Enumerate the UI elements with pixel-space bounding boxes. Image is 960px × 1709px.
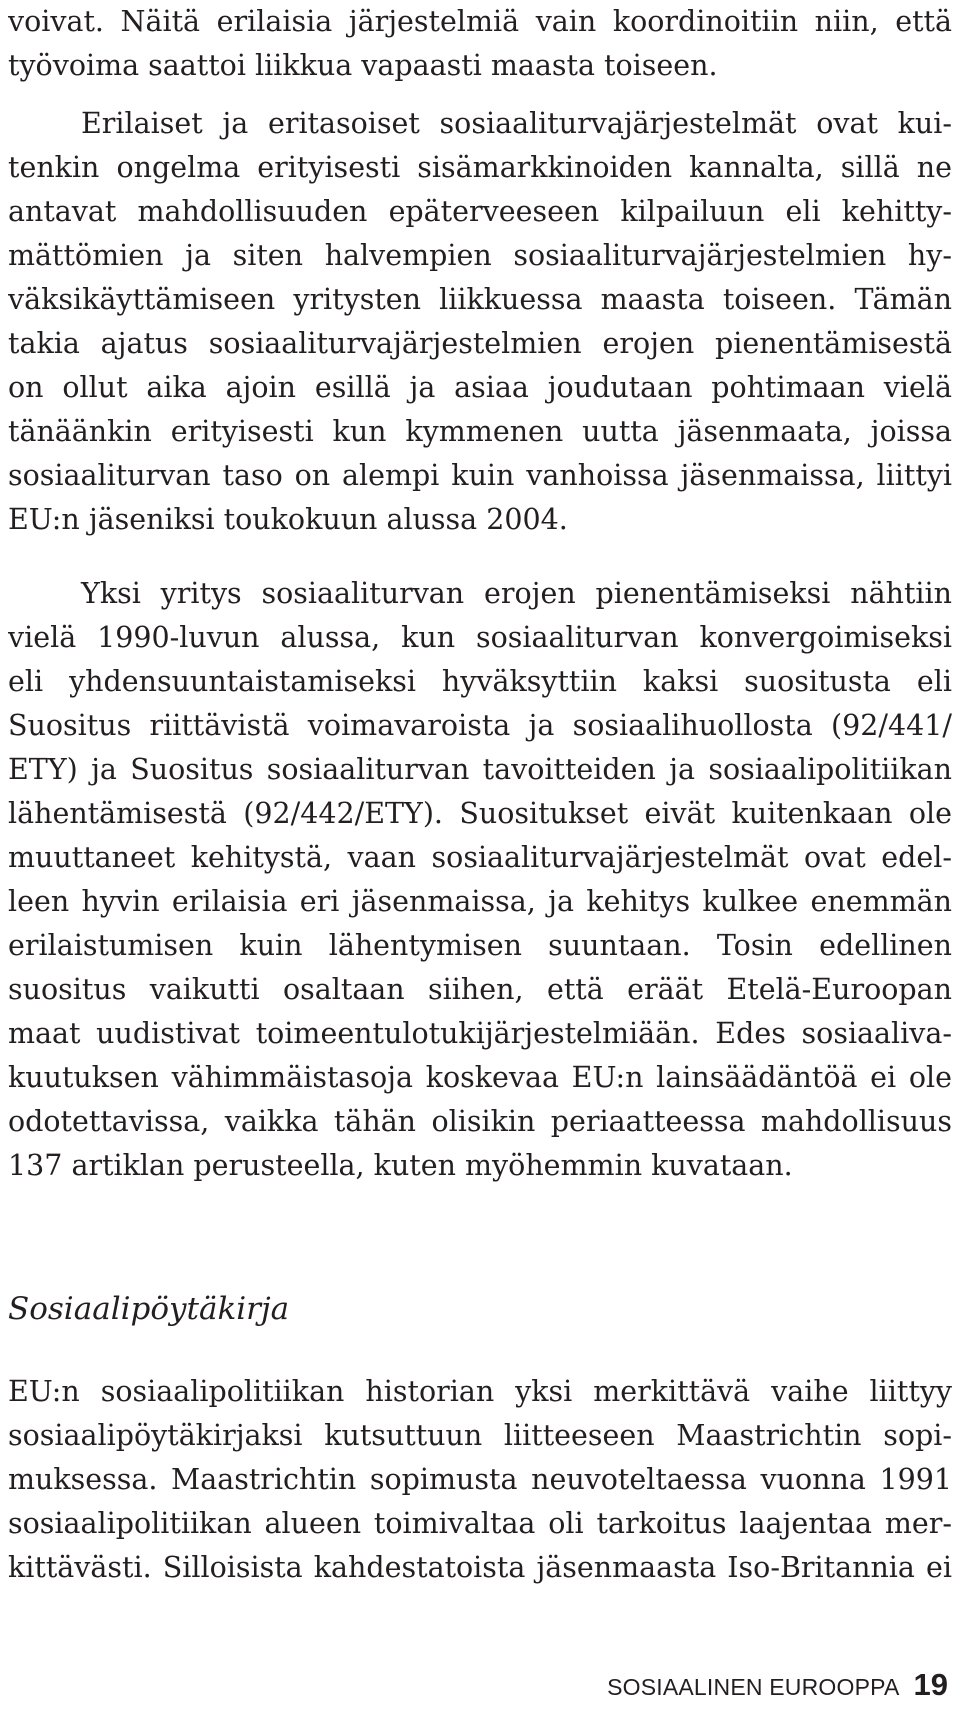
text-line: tenkin ongelma erityisesti sisämarkkinoiden kannalta, sillä ne [8,151,952,184]
text-line: odotettavissa, vaikka tähän olisikin periaatteessa mahdollisuus [8,1105,952,1138]
text-line: ETY) ja Suositus sosiaaliturvan tavoitteiden ja sosiaalipolitiikan [8,753,952,786]
page-footer [607,1667,948,1703]
text-line: Yksi yritys sosiaaliturvan erojen pienentämiseksi nähtiin [81,577,952,610]
text-line: voivat. Näitä erilaisia järjestelmiä vain koordinoitiin niin, että [8,5,952,38]
text-line: on ollut aika ajoin esillä ja asiaa joudutaan pohtimaan vielä [8,371,952,404]
text-line: kuutuksen vähimmäistasoja koskevaa EU:n lainsäädäntöä ei ole [8,1061,952,1094]
paragraph [8,1370,952,1590]
text-line: erilaistumisen kuin lähentymisen suuntaan. Tosin edellinen [8,929,952,962]
text-line: mättömien ja siten halvempien sosiaaliturvajärjestelmien hy- [8,239,952,272]
paragraph [8,102,952,542]
text-line: väksikäyttämiseen yritysten liikkuessa maasta toiseen. Tämän [8,283,952,316]
text-line: sosiaalipöytäkirjaksi kutsuttuun liitteeseen Maastrichtin sopi- [8,1419,952,1452]
paragraph-continuation [8,0,952,88]
text-line: EU:n jäseniksi toukokuun alussa 2004. [8,503,568,536]
text-line: tänäänkin erityisesti kun kymmenen uutta jäsenmaata, joissa [8,415,952,448]
text-line: antavat mahdollisuuden epäterveeseen kilpailuun eli kehitty- [8,195,952,228]
text-line: 137 artiklan perusteella, kuten myöhemmin kuvataan. [8,1149,793,1182]
text-line: sosiaaliturvan taso on alempi kuin vanhoissa jäsenmaissa, liittyi [8,459,952,492]
text-line: maat uudistivat toimeentulotukijärjestelmiään. Edes sosiaaliva- [8,1017,952,1050]
paragraph [8,572,952,1188]
text-line: muksessa. Maastrichtin sopimusta neuvoteltaessa vuonna 1991 [8,1463,952,1496]
text-line: takia ajatus sosiaaliturvajärjestelmien erojen pienentämisestä [8,327,952,360]
text-line: muuttaneet kehitystä, vaan sosiaaliturvajärjestelmät ovat edel- [8,841,952,874]
text-line: vielä 1990-luvun alussa, kun sosiaaliturvan konvergoimiseksi [8,621,952,654]
text-line: kittävästi. Silloisista kahdestatoista jäsenmaasta Iso-Britannia ei [8,1551,952,1584]
section-heading: Sosiaalipöytäkirja [8,1291,290,1327]
text-line: Suositus riittävistä voimavaroista ja sosiaalihuollosta (92/441/ [8,709,952,742]
page-number: 19 [913,1667,948,1702]
text-line: lähentämisestä (92/442/ETY). Suositukset eivät kuitenkaan ole [8,797,952,830]
text-line: EU:n sosiaalipolitiikan historian yksi merkittävä vaihe liittyy [8,1375,952,1408]
text-line: leen hyvin erilaisia eri jäsenmaissa, ja kehitys kulkee enemmän [8,885,952,918]
text-line: sosiaalipolitiikan alueen toimivaltaa oli tarkoitus laajentaa mer- [8,1507,952,1540]
running-footer-title: SOSIAALINEN EUROOPPA [607,1674,900,1700]
text-line: suositus vaikutti osaltaan siihen, että eräät Etelä-Euroopan [8,973,952,1006]
text-line: Erilaiset ja eritasoiset sosiaaliturvajärjestelmät ovat kui- [81,107,952,140]
text-line: eli yhdensuuntaistamiseksi hyväksyttiin kaksi suositusta eli [8,665,952,698]
text-line: työvoima saattoi liikkua vapaasti maasta toiseen. [8,49,718,82]
